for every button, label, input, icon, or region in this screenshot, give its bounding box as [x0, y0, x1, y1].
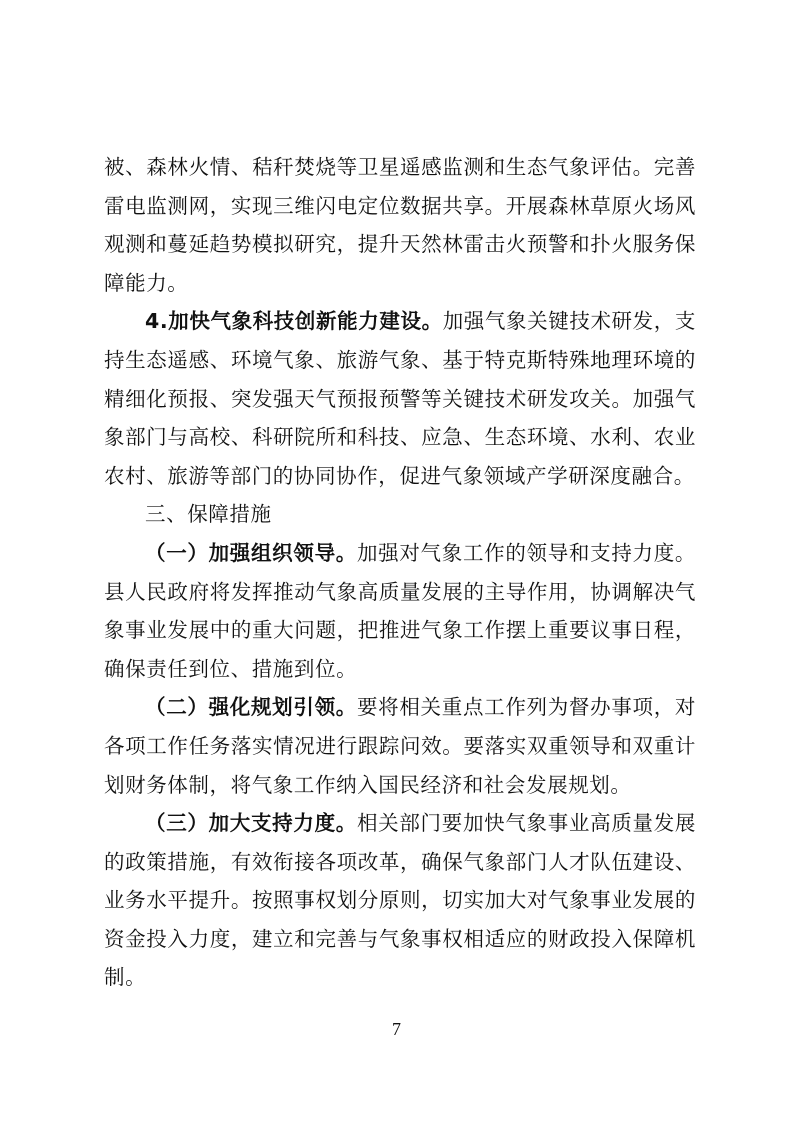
paragraph-tech-innovation: [104, 302, 696, 495]
section-heading-safeguards: [104, 495, 696, 534]
paragraph-text: 加强气象关键技术研发，支持生态遥感、环境气象、旅游气象、基于特克斯特殊地理环境的精细化预报、突发强天气预报预警等关键技术研发攻关。加强气象部门与高校、科研院所和科技、应急、生态环境、水利、农业农村、旅游等部门的协同协作，促进气象领域产学研深度融合。: [104, 309, 696, 488]
paragraph-text: 相关部门要加快气象事业高质量发展的政策措施，有效衔接各项改革，确保气象部门人才队伍建设、业务水平提升。按照事权划分原则，切实加大对气象事业发展的资金投入力度，建立和完善与气象事权相适应的财政投入保障机制。: [104, 811, 697, 990]
document-body: [104, 148, 696, 997]
paragraph-continuation: [104, 148, 696, 302]
paragraph-lead: （三）加大支持力度。: [145, 811, 357, 836]
paragraph-organization: [104, 534, 696, 688]
page-number: 7: [392, 1019, 401, 1039]
paragraph-text: 加强对气象工作的领导和支持力度。县人民政府将发挥推动气象高质量发展的主导作用，协调解决气象事业发展中的重大问题，把推进气象工作摆上重要议事日程，确保责任到位、措施到位。: [104, 540, 697, 681]
paragraph-text: 被、森林火情、秸秆焚烧等卫星遥感监测和生态气象评估。完善雷电监测网，实现三维闪电定位数据共享。开展森林草原火场风观测和蔓延趋势模拟研究，提升天然林雷击火预警和扑火服务保障能力。: [104, 155, 696, 295]
section-heading-text: 三、保障措施: [145, 502, 272, 527]
paragraph-support: [104, 804, 696, 997]
paragraph-lead: （一）加强组织领导。: [145, 540, 357, 565]
paragraph-planning: [104, 688, 696, 804]
paragraph-lead: 4.加快气象科技创新能力建设。: [145, 309, 443, 334]
paragraph-lead: （二）强化规划引领。: [145, 695, 357, 720]
paragraph-text: 要将相关重点工作列为督办事项，对各项工作任务落实情况进行跟踪问效。要落实双重领导和双重计划财务体制，将气象工作纳入国民经济和社会发展规划。: [104, 695, 697, 797]
